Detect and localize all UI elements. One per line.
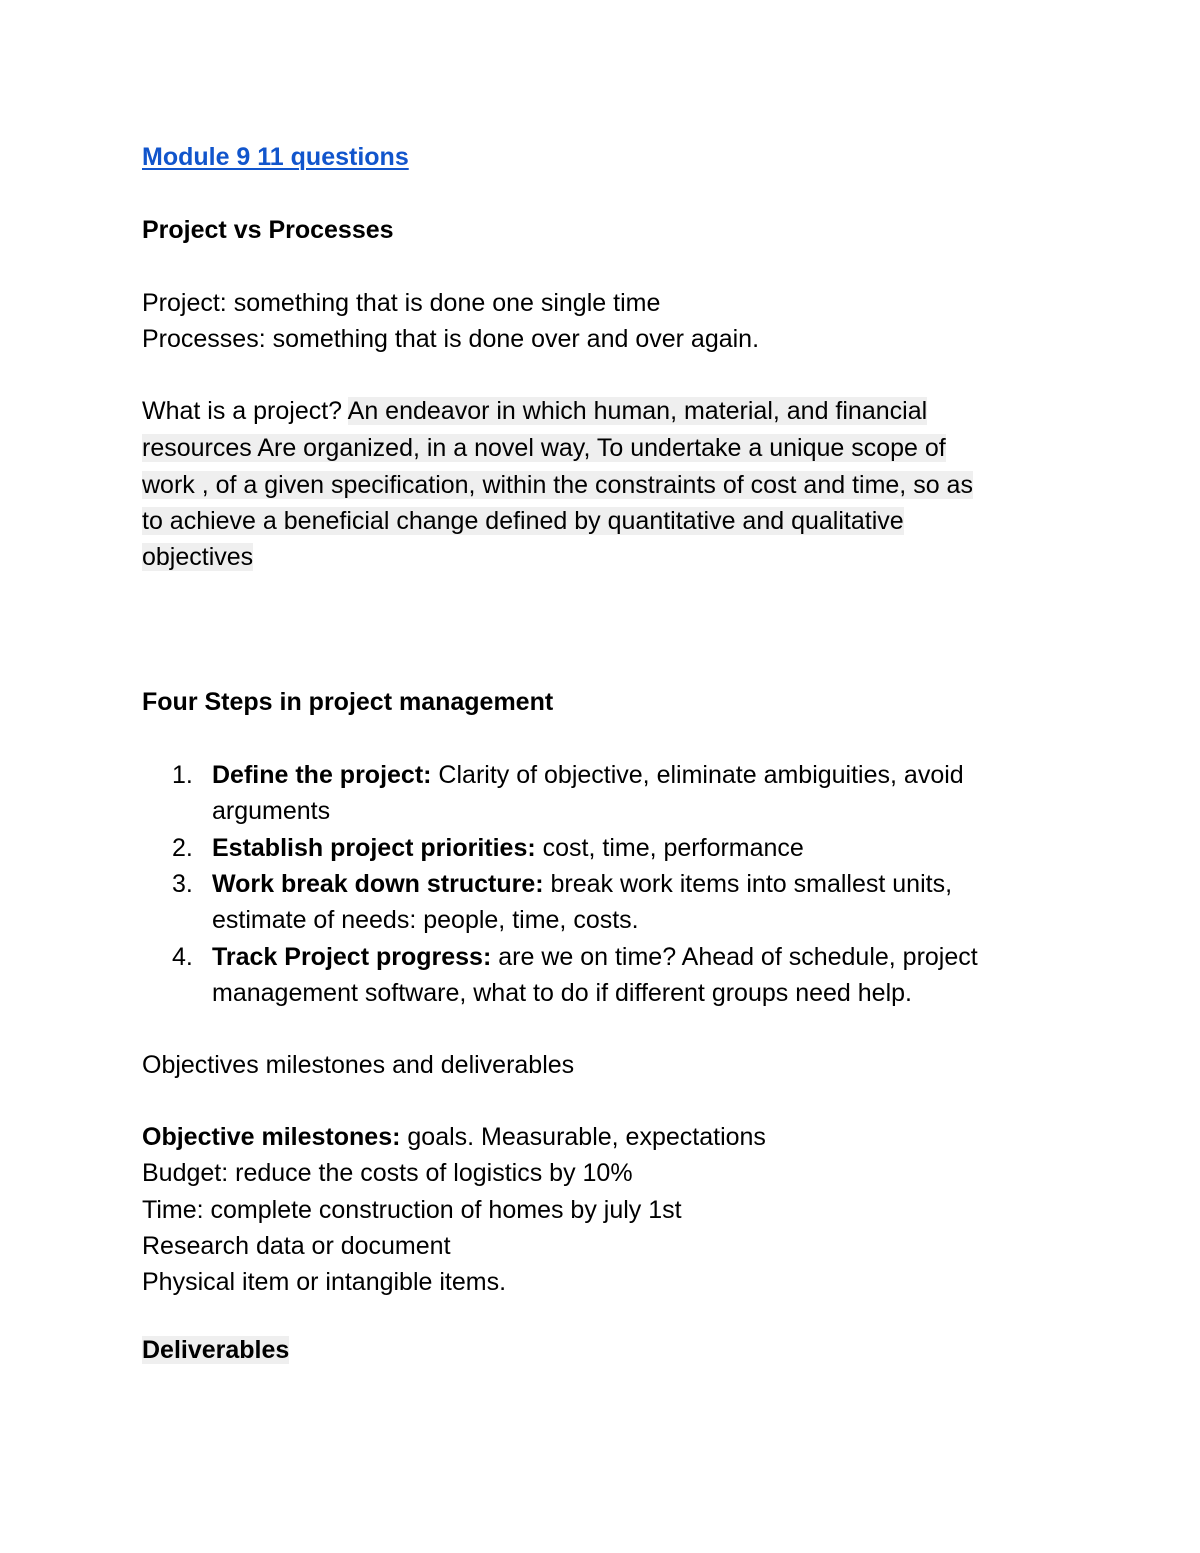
step-3-continuation: estimate of needs: people, time, costs. (212, 906, 639, 934)
deliverables-heading-line (142, 1332, 289, 1368)
answer-line-3-wrap (142, 467, 973, 503)
budget-line: Budget: reduce the costs of logistics by 10% (142, 1159, 633, 1187)
project-question-line (142, 393, 927, 429)
step-3-desc: break work items into smallest units, (543, 870, 953, 898)
step-2-number: 2. (172, 834, 193, 862)
objective-milestones-term: Objective milestones: (142, 1123, 401, 1151)
step-4 (212, 939, 978, 975)
module-title-link[interactable]: Module 9 11 questions (142, 143, 409, 171)
step-4-number: 4. (172, 943, 193, 971)
step-2 (212, 830, 804, 866)
deliverables-heading: Deliverables (142, 1336, 290, 1364)
step-2-desc: cost, time, performance (535, 834, 804, 862)
time-line: Time: complete construction of homes by july 1st (142, 1196, 682, 1224)
step-1-number: 1. (172, 761, 193, 789)
answer-line-2-wrap (142, 430, 946, 466)
step-1-continuation: arguments (212, 797, 331, 825)
step-3-term: Work break down structure: (212, 870, 544, 898)
project-question: What is a project? (142, 397, 348, 425)
step-3-number: 3. (172, 870, 193, 898)
objectives-intro: Objectives milestones and deliverables (142, 1051, 575, 1079)
section-heading-four-steps: Four Steps in project management (142, 688, 554, 716)
answer-line-2: resources Are organized, in a novel way, To undertake a unique scope of (142, 434, 946, 462)
answer-line-3: work , of a given specification, within the constraints of cost and time, so as (142, 471, 973, 499)
answer-line-5: objectives (142, 543, 254, 571)
title-line (142, 139, 409, 175)
answer-line-5-wrap (142, 539, 253, 575)
answer-line-1: An endeavor in which human, material, and financial (347, 397, 928, 425)
objective-milestones-line (142, 1119, 766, 1155)
project-definition: Project: something that is done one single time (142, 289, 661, 317)
answer-line-4: to achieve a beneficial change defined by quantitative and qualitative (142, 507, 904, 535)
step-4-continuation: management software, what to do if different groups need help. (212, 979, 912, 1007)
section-heading-project-vs-processes: Project vs Processes (142, 216, 394, 244)
step-2-term: Establish project priorities: (212, 834, 536, 862)
step-1-term: Define the project: (212, 761, 432, 789)
step-4-term: Track Project progress: (212, 943, 492, 971)
research-line: Research data or document (142, 1232, 451, 1260)
step-4-desc: are we on time? Ahead of schedule, project (491, 943, 978, 971)
step-3 (212, 866, 952, 902)
step-1-desc: Clarity of objective, eliminate ambiguities, avoid (431, 761, 964, 789)
step-1 (212, 757, 964, 793)
objective-milestones-desc: goals. Measurable, expectations (400, 1123, 766, 1151)
answer-line-4-wrap (142, 503, 904, 539)
processes-definition: Processes: something that is done over and over again. (142, 325, 760, 353)
physical-item-line: Physical item or intangible items. (142, 1268, 507, 1296)
